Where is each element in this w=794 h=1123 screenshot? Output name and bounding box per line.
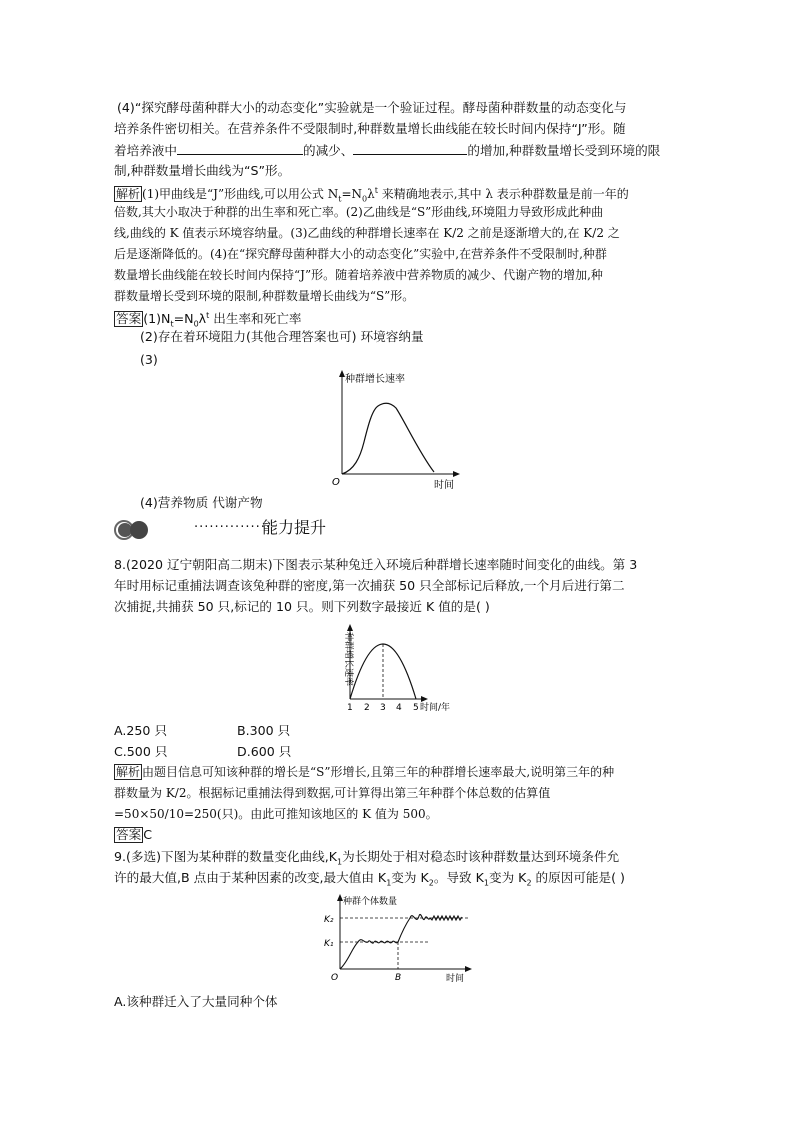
q8-growth-rate-graph xyxy=(330,622,470,714)
q7-answer-line3: (3) xyxy=(140,352,158,367)
text: =N xyxy=(173,311,194,327)
text: =N xyxy=(341,187,363,201)
y-axis-label: 种群个体数量 xyxy=(343,897,398,907)
answer-label: 答案 xyxy=(116,827,142,842)
q7-growth-rate-graph xyxy=(328,366,468,492)
x-tick-2: 2 xyxy=(364,703,370,713)
q9-stem-line2 xyxy=(114,870,625,892)
x-axis-arrow xyxy=(453,471,460,477)
answer-blank-1[interactable] xyxy=(177,142,303,155)
text: 的原因可能是( ) xyxy=(531,870,625,885)
text: 1 xyxy=(483,878,489,888)
text: 出生率和死亡率 xyxy=(209,311,302,327)
y-axis-label: 种群增长速率 xyxy=(345,374,405,385)
text: t xyxy=(206,311,210,320)
q7-answer-line4: (4)营养物质 代谢产物 xyxy=(140,495,263,510)
q8-analysis-line1 xyxy=(114,764,614,780)
x-axis-label: 时间/年 xyxy=(420,703,451,713)
growth-curve xyxy=(342,403,434,474)
origin-label: O xyxy=(331,973,339,983)
text: 来精确地表示,其中 λ 表示种群数量是前一年的 xyxy=(377,187,629,201)
text: 的减少、 xyxy=(302,143,354,158)
x-tick-5: 5 xyxy=(413,703,419,713)
q8-answer xyxy=(114,827,152,843)
q7-p4-line2: 培养条件密切相关。在营养条件不受限制时,种群数量增长曲线能在较长时间内保持“J”形。随 xyxy=(114,121,626,136)
x-tick-1: 1 xyxy=(347,703,353,713)
q7-p4-line4: 制,种群数量增长曲线为“S”形。 xyxy=(114,163,291,178)
section-dots: ··············· xyxy=(194,520,271,535)
x-tick-3: 3 xyxy=(380,703,386,713)
text: 2 xyxy=(526,878,532,888)
text: 。导致 K xyxy=(433,870,484,885)
text: t xyxy=(170,319,174,329)
analysis-label: 解析 xyxy=(116,187,141,201)
q9-stem-line1 xyxy=(114,849,619,871)
k1-label: K₁ xyxy=(324,939,334,949)
q7-analysis-line6: 群数量增长受到环境的限制,种群数量增长曲线为“S”形。 xyxy=(114,289,415,303)
text: t xyxy=(338,194,342,204)
k2-label: K₂ xyxy=(324,915,334,925)
section-title: 能力提升 xyxy=(262,518,327,537)
text: 变为 K xyxy=(488,870,527,885)
text: 着培养液中 xyxy=(114,143,177,158)
text: 的增加,种群数量增长受到环境的限 xyxy=(467,143,661,158)
q8-stem-line1: 8.(2020 辽宁朝阳高二期末)下图表示某种兔迁入环境后种群增长速率随时间变化的曲线。第 3 xyxy=(114,557,638,572)
text: (1)甲曲线是“J”形曲线,可以用公式 N xyxy=(142,187,339,201)
q8-option-c[interactable]: C.500 只 xyxy=(114,744,168,759)
text: 1 xyxy=(386,878,392,888)
q8-analysis-line3: =50×50/10=250(只)。由此可推知该地区的 K 值为 500。 xyxy=(114,807,438,821)
text: (1)N xyxy=(143,311,171,327)
q9-population-graph xyxy=(318,892,478,986)
y-axis-label: 种群增长速率 xyxy=(343,632,353,687)
q8-option-a[interactable]: A.250 只 xyxy=(114,723,168,738)
text: 0 xyxy=(193,319,199,329)
q8-stem-line2: 年时用标记重捕法调查该兔种群的密度,第一次捕获 50 只全部标记后释放,一个月后进行第二 xyxy=(114,578,625,593)
text: 变为 K xyxy=(391,870,429,885)
answer-label: 答案 xyxy=(116,311,142,327)
x-axis-arrow xyxy=(421,696,428,702)
text: 为长期处于相对稳态时该种群数量达到环境条件允 xyxy=(342,849,620,864)
q8-stem-line3: 次捕捉,共捕获 50 只,标记的 10 只。则下列数字最接近 K 值的是( ) xyxy=(114,599,490,614)
section-icon xyxy=(112,518,152,542)
x-axis-label: 时间 xyxy=(446,974,465,984)
origin-label: O xyxy=(332,477,340,488)
q7-answer-line2: (2)存在着环境阻力(其他合理答案也可) 环境容纳量 xyxy=(140,329,424,344)
x-tick-4: 4 xyxy=(396,703,402,713)
x-axis-arrow xyxy=(465,966,472,972)
q7-p4-line3 xyxy=(114,142,660,159)
q7-p4-line1: (4)“探究酵母菌种群大小的动态变化”实验就是一个验证过程。酵母菌种群数量的动态变化与 xyxy=(117,100,627,115)
q7-analysis-line5: 数量增长曲线能在较长时间内保持“J”形。随着培养液中营养物质的减少、代谢产物的增加,种 xyxy=(114,268,603,282)
q8-analysis-line2: 群数量为 K/2。根据标记重捕法得到数据,可计算得出第三年种群个体总数的估算值 xyxy=(114,786,551,800)
text: 9.(多选)下图为某种群的数量变化曲线,K xyxy=(114,849,338,864)
text: 2 xyxy=(428,878,434,888)
analysis-label: 解析 xyxy=(116,765,141,779)
answer-blank-2[interactable] xyxy=(353,142,467,155)
text: 1 xyxy=(337,857,343,867)
text: 许的最大值,B 点由于某种因素的改变,最大值由 K xyxy=(114,870,387,885)
text: λ xyxy=(367,187,375,201)
text: λ xyxy=(198,311,207,327)
q7-analysis-line3: 线,曲线的 K 值表示环境容纳量。(3)乙曲线的种群增长速率在 K/2 之前是逐渐增大的,在 K/2 之 xyxy=(114,226,620,240)
b-label: B xyxy=(395,973,402,983)
q8-option-b[interactable]: B.300 只 xyxy=(237,723,291,738)
text: 0 xyxy=(362,194,368,204)
q7-analysis-line4: 后是逐渐降低的。(4)在“探究酵母菌种群大小的动态变化”实验中,在营养条件不受限制时,种群 xyxy=(114,247,607,261)
x-axis-label: 时间 xyxy=(434,480,454,491)
q8-option-d[interactable]: D.600 只 xyxy=(237,744,292,759)
q7-analysis-line2: 倍数,其大小取决于种群的出生率和死亡率。(2)乙曲线是“S”形曲线,环境阻力导致形成此种曲 xyxy=(114,205,604,219)
q9-option-a[interactable]: A.该种群迁入了大量同种个体 xyxy=(114,994,278,1009)
answer-value: C xyxy=(143,827,152,842)
text: t xyxy=(374,186,378,195)
y-axis-arrow xyxy=(347,624,353,631)
text: 由题目信息可知该种群的增长是“S”形增长,且第三年的种群增长速率最大,说明第三年的种 xyxy=(142,765,615,779)
